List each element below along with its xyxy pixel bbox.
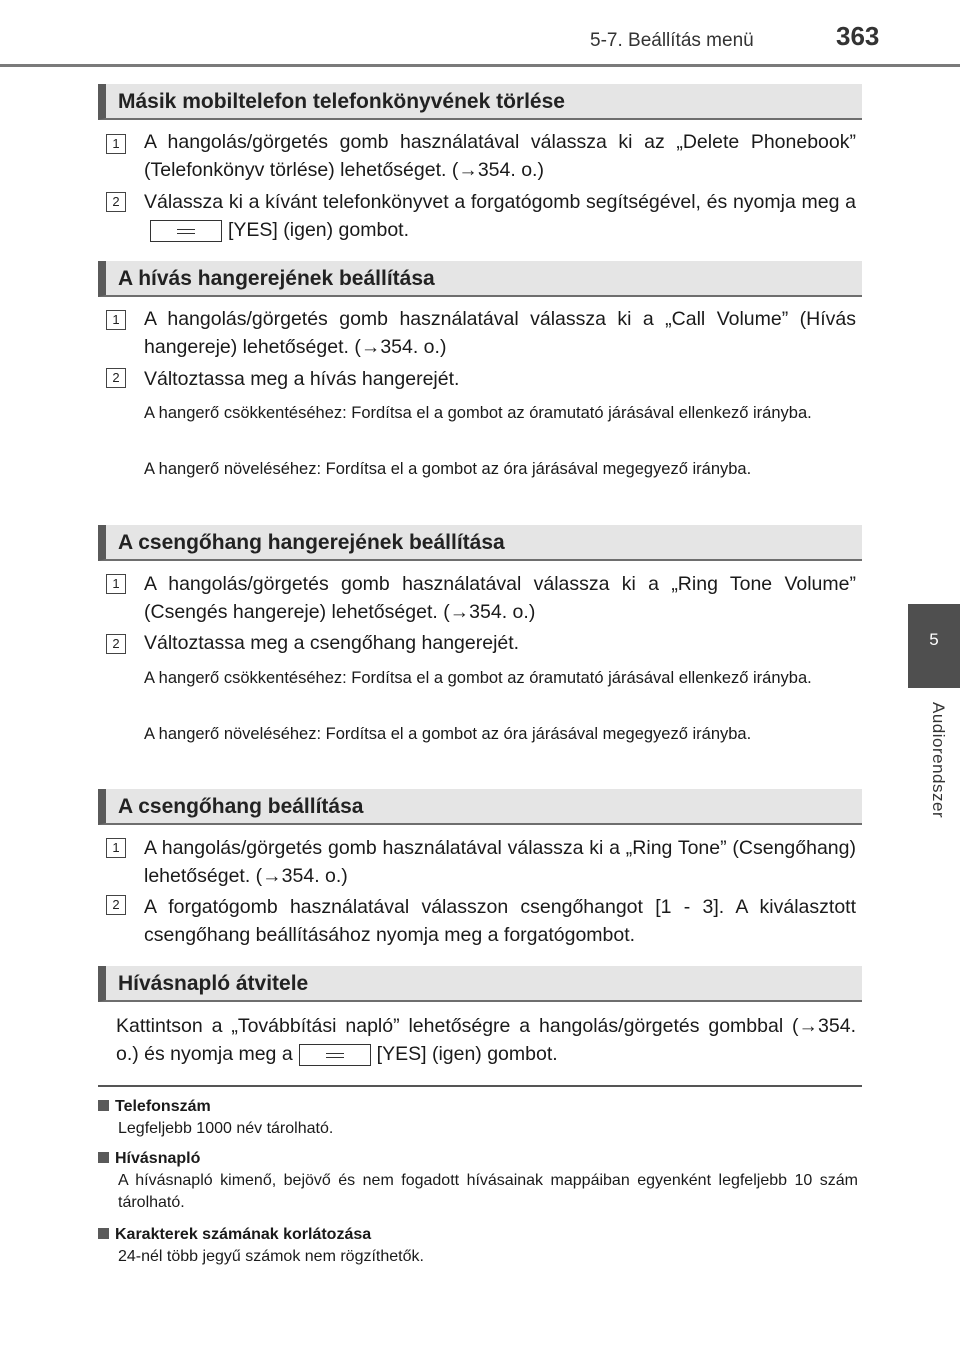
step-text: A hangolás/görgetés gomb használatával válassza ki a „Ring Tone” (Csengőhang) lehetőséget. (→354. o.): [144, 837, 856, 887]
note-text: A hangerő csökkentéséhez: Fordítsa el a gombot az óramutató járásával ellenkező irányba.: [144, 669, 812, 687]
page-number: 363: [836, 21, 880, 51]
step-number: 2: [106, 634, 126, 654]
step-number: 1: [106, 310, 126, 330]
step-text: A hangolás/görgetés gomb használatával válassza ki az „Delete Phonebook” (Telefonkönyv törlése) lehetőséget. (→354. o.): [144, 131, 856, 181]
step-number: 1: [106, 574, 126, 594]
footnote-rule: [98, 1085, 862, 1087]
square-bullet-icon: [98, 1228, 109, 1239]
header-rule: [0, 64, 960, 67]
step-text: Változtassa meg a hívás hangerejét.: [144, 368, 460, 390]
enter-button-icon: [299, 1044, 371, 1066]
page-header: [0, 0, 960, 70]
footnote-item: Hívásnapló A hívásnapló kimenő, bejövő és nem fogadott hívásainak mappáiban egyenként legfeljebb 10 szám tárolható.: [98, 1148, 858, 1214]
side-label: Audiorendszer: [929, 702, 948, 819]
side-tab: [908, 604, 960, 688]
step-number: 2: [106, 895, 126, 915]
section-heading-delete-phonebook: Másik mobiltelefon telefonkönyvének törlése: [98, 84, 862, 120]
paragraph-text: Kattintson a „Továbbítási napló” lehetőségre a hangolás/görgetés gombbal (→354. o.) és nyomja meg a [YES] (igen) gombot.: [116, 1015, 856, 1065]
section-heading-ringtone: A csengőhang beállítása: [98, 789, 862, 825]
note-text: A hangerő növeléséhez: Fordítsa el a gombot az óra járásával megegyező irányba.: [144, 725, 752, 743]
note-text: A hangerő csökkentéséhez: Fordítsa el a gombot az óramutató járásával ellenkező irányba.: [144, 404, 812, 422]
step-number: 2: [106, 368, 126, 388]
step-text: A forgatógomb használatával válasszon csengőhangot [1 - 3]. A kiválasztott csengőhang beállításához nyomja meg a forgatógombot.: [144, 896, 856, 946]
section-heading-call-volume: A hívás hangerejének beállítása: [98, 261, 862, 297]
step-text: Változtassa meg a csengőhang hangerejét.: [144, 632, 520, 654]
step-number: 1: [106, 838, 126, 858]
footnote-item: Karakterek számának korlátozása 24-nél több jegyű számok nem rögzíthetők.: [98, 1224, 858, 1268]
footnote-item: Telefonszám Legfeljebb 1000 név tárolható.: [98, 1096, 858, 1140]
enter-button-icon: [150, 220, 222, 242]
square-bullet-icon: [98, 1152, 109, 1163]
step-text: A hangolás/görgetés gomb használatával válassza ki a „Call Volume” (Hívás hangereje) lehetőséget. (→354. o.): [144, 308, 856, 358]
section-heading-call-log-transfer: Hívásnapló átvitele: [98, 966, 862, 1002]
note-text: A hangerő növeléséhez: Fordítsa el a gombot az óra járásával megegyező irányba.: [144, 460, 752, 478]
section-heading-ringtone-volume: A csengőhang hangerejének beállítása: [98, 525, 862, 561]
step-number: 1: [106, 134, 126, 154]
step-number: 2: [106, 192, 126, 212]
step-text: A hangolás/görgetés gomb használatával válassza ki a „Ring Tone Volume” (Csengés hangereje) lehetőséget. (→354. o.): [144, 573, 856, 623]
square-bullet-icon: [98, 1100, 109, 1111]
chapter-title: 5-7. Beállítás menü: [590, 30, 754, 51]
side-tab-number: 5: [929, 630, 939, 649]
step-text: Válassza ki a kívánt telefonkönyvet a forgatógomb segítségével, és nyomja meg a[YES] (igen) gombot.: [144, 191, 856, 241]
